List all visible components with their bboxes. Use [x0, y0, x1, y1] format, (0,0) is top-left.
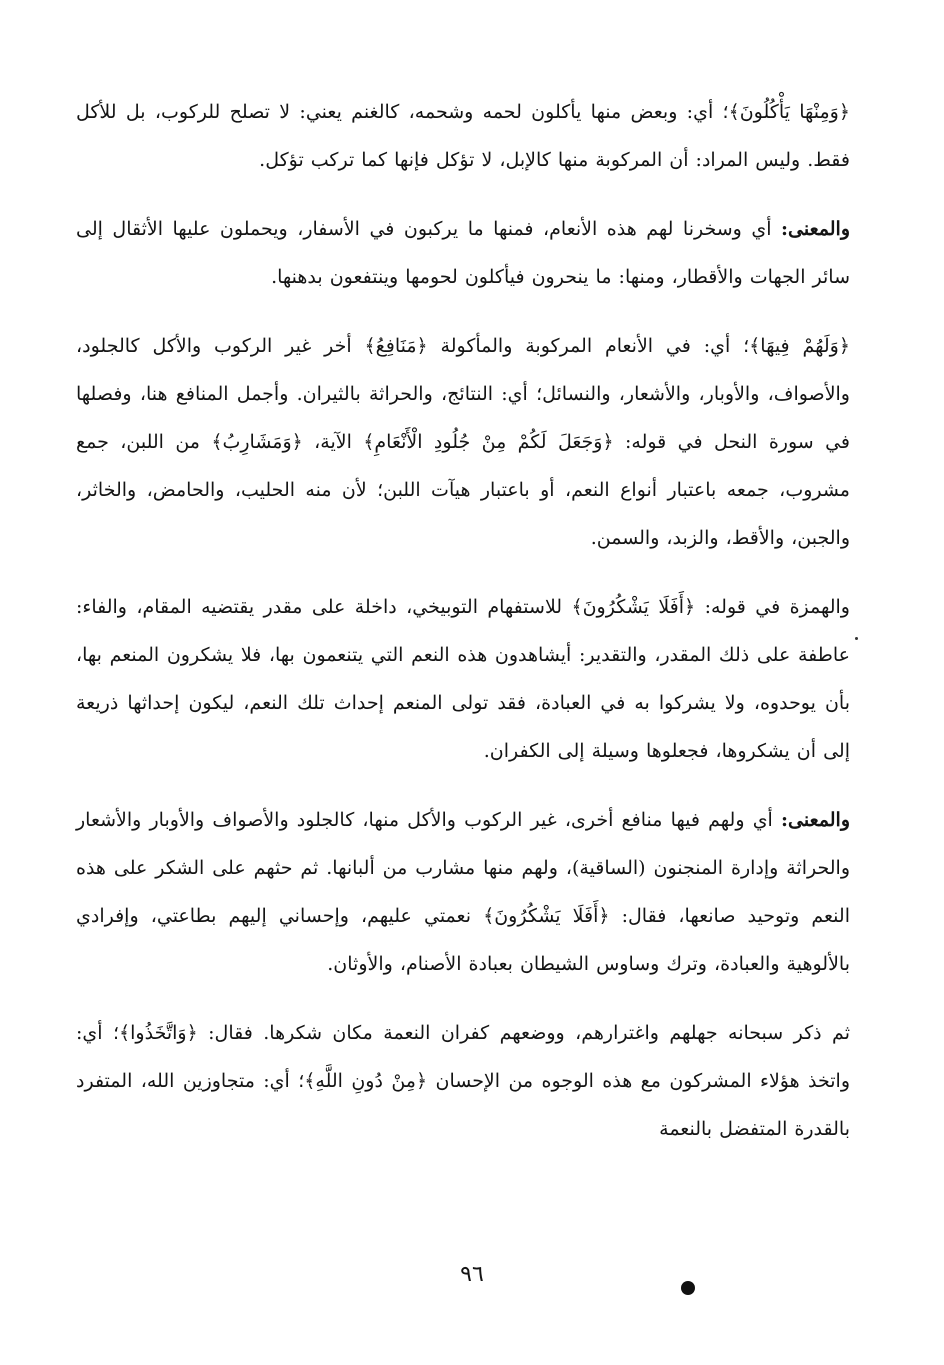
paragraph-4-text: والهمزة في قوله: ﴿أَفَلَا يَشْكُرُونَ﴾ للاستفهام التوبيخي، داخلة على مقدر يقتضيه المقام، والفاء: عاطفة على ذلك المقدر، والتقدير: أيشاهدون هذه النعم التي يتنعمون بها، فلا يشكرون المنعم بها، بأن يوحدوه، ولا يشركوا به في العبادة، فقد تولى المنعم إحداث تلك النعم، ليكون إحداثها ذريعة إلى أن يشكروها، فجعلوها وسيلة إلى الكفران. [76, 596, 850, 762]
paragraph-5 [76, 796, 850, 988]
paragraph-2 [76, 205, 850, 301]
paragraph-2-text: أي وسخرنا لهم هذه الأنعام، فمنها ما يركبون في الأسفار، ويحملون عليها الأثقال إلى سائر الجهات والأقطار، ومنها: ما ينحرون فيأكلون لحومها وينتفعون بدهنها. [76, 218, 850, 288]
paragraph-4 [76, 583, 850, 775]
scan-speck [855, 637, 858, 640]
paragraph-5-lead: والمعنى: [781, 809, 850, 831]
page-body [76, 88, 850, 1174]
paragraph-2-lead: والمعنى: [781, 218, 850, 240]
paragraph-6 [76, 1009, 850, 1153]
paragraph-6-text: ثم ذكر سبحانه جهلهم واغترارهم، ووضعهم كفران النعمة مكان شكرها. فقال: ﴿وَاتَّخَذُوا﴾؛ أي: واتخذ هؤلاء المشركون مع هذه الوجوه من الإحسان ﴿مِنْ دُونِ اللَّهِ﴾؛ أي: متجاوزين الله، المتفرد بالقدرة المتفضل بالنعمة [76, 1022, 850, 1140]
paragraph-3-text: ﴿وَلَهُمْ فِيهَا﴾؛ أي: في الأنعام المركوبة والمأكولة ﴿مَنَافِعُ﴾ أخر غير الركوب والأكل كالجلود، والأصواف، والأوبار، والأشعار، والنسائل؛ أي: النتائج، والحراثة بالثيران. وأجمل المنافع هنا، وفصلها في سورة النحل في قوله: ﴿وَجَعَلَ لَكُمْ مِنْ جُلُودِ الْأَنْعَامِ﴾ الآية، ﴿وَمَشَارِبُ﴾ من اللبن، جمع مشروب، جمعه باعتبار أنواع النعم، أو باعتبار هيآت اللبن؛ لأن منه الحليب، والحامض، والخاثر، والجبن، والأقط، والزبد، والسمن. [76, 335, 850, 549]
paragraph-3 [76, 322, 850, 562]
page-number: ٩٦ [460, 1262, 484, 1287]
paragraph-1 [76, 88, 850, 184]
paragraph-5-text: أي ولهم فيها منافع أخرى، غير الركوب والأكل منها، كالجلود والأصواف والأوبار والأشعار والحراثة وإدارة المنجنون (الساقية)، ولهم منها مشارب من ألبانها. ثم حثهم على الشكر على هذه النعم وتوحيد صانعها، فقال: ﴿أَفَلَا يَشْكُرُونَ﴾ نعمتي عليهم، وإحساني إليهم بطاعتي، وإفرادي بالألوهية والعبادة، وترك وساوس الشيطان بعبادة الأصنام، والأوثان. [76, 809, 850, 975]
ink-dot [681, 1281, 695, 1295]
paragraph-1-text: ﴿وَمِنْهَا يَأْكُلُونَ﴾؛ أي: وبعض منها يأكلون لحمه وشحمه، كالغنم يعني: لا تصلح للركوب، بل للأكل فقط. وليس المراد: أن المركوبة منها كالإبل، لا تؤكل فإنها كما تركب تؤكل. [76, 101, 850, 171]
